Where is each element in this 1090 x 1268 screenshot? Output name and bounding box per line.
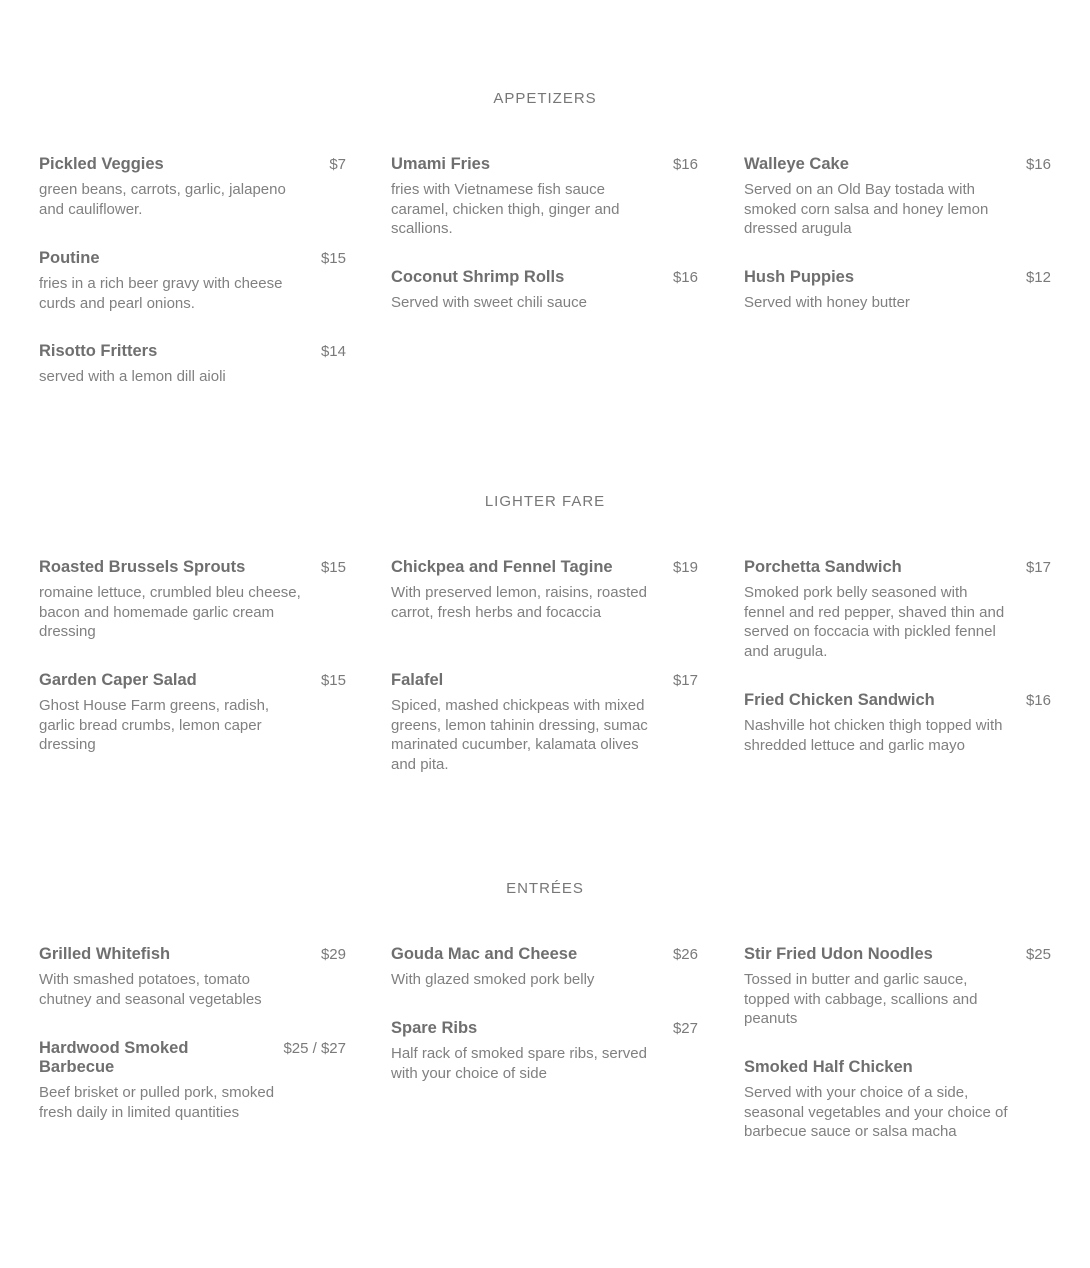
item-description: green beans, carrots, garlic, jalapeno and cauliflower. (39, 181, 286, 218)
item-description: Beef brisket or pulled pork, smoked fresh daily in limited quantities (39, 1084, 275, 1121)
item-name: Garden Caper Salad (39, 671, 197, 689)
item-description: With preserved lemon, raisins, roasted carrot, fresh herbs and focaccia (391, 584, 647, 621)
item-name: Gouda Mac and Cheese (391, 945, 578, 963)
section-title-appetizers: APPETIZERS (493, 90, 597, 107)
item-price: $25 (1025, 946, 1051, 963)
menu-item (744, 1058, 1051, 1142)
menu-item (391, 945, 698, 990)
item-price: $15 (320, 672, 346, 689)
item-price: $19 (672, 559, 698, 576)
menu-item (391, 155, 698, 239)
item-description: Smoked pork belly seasoned with fennel and red pepper, shaved thin and served on foccacia with pickled fennel and arugula. (744, 584, 1005, 660)
item-name: Pickled Veggies (39, 155, 164, 173)
item-price: $29 (320, 946, 346, 963)
menu-item (744, 945, 1051, 1029)
item-description: With smashed potatoes, tomato chutney and seasonal vegetables (39, 971, 262, 1008)
item-name: Fried Chicken Sandwich (744, 691, 935, 709)
menu-item (39, 1039, 346, 1122)
item-description: served with a lemon dill aioli (39, 368, 226, 385)
menu-item (39, 671, 346, 755)
menu-item (391, 558, 698, 622)
item-name: Risotto Fritters (39, 342, 158, 360)
item-price: $17 (1025, 559, 1051, 576)
item-name: Grilled Whitefish (39, 945, 171, 963)
menu-item (391, 268, 698, 313)
item-name: Hush Puppies (744, 268, 855, 286)
section-title-entrees: ENTRÉES (506, 880, 584, 897)
item-price: $25 / $27 (283, 1040, 346, 1057)
item-description: Spiced, mashed chickpeas with mixed greens, lemon tahinin dressing, sumac marinated cucumber, kalamata olives and pita. (391, 697, 648, 773)
menu-item (39, 249, 346, 313)
item-price: $27 (672, 1020, 698, 1037)
item-description: With glazed smoked pork belly (391, 971, 595, 988)
menu-item (744, 558, 1051, 661)
item-description: Served on an Old Bay tostada with smoked corn salsa and honey lemon dressed arugula (744, 181, 989, 238)
item-price: $26 (672, 946, 698, 963)
item-name: Walleye Cake (744, 155, 849, 173)
item-description: fries with Vietnamese fish sauce caramel, chicken thigh, ginger and scallions. (391, 181, 620, 238)
item-price: $16 (672, 269, 698, 286)
item-description: Tossed in butter and garlic sauce, topped with cabbage, scallions and peanuts (744, 971, 978, 1028)
item-description: fries in a rich beer gravy with cheese curds and pearl onions. (39, 275, 283, 312)
item-name: Porchetta Sandwich (744, 558, 902, 576)
item-description: Served with sweet chili sauce (391, 294, 587, 311)
item-price: $12 (1025, 269, 1051, 286)
item-name: Smoked Half Chicken (744, 1058, 913, 1076)
item-price: $16 (1025, 692, 1051, 709)
menu-item (744, 155, 1051, 239)
item-description: Served with your choice of a side, seasonal vegetables and your choice of barbecue sauce or salsa macha (744, 1084, 1008, 1141)
menu-item (391, 671, 698, 774)
item-price: $17 (672, 672, 698, 689)
item-name: Stir Fried Udon Noodles (744, 945, 933, 963)
menu-item (744, 268, 1051, 313)
menu-item (391, 1019, 698, 1083)
item-description: Nashville hot chicken thigh topped with shredded lettuce and garlic mayo (744, 717, 1003, 754)
item-price: $16 (1025, 156, 1051, 173)
item-price: $7 (329, 156, 346, 173)
item-name: Chickpea and Fennel Tagine (391, 558, 613, 576)
menu-item (744, 691, 1051, 755)
menu-item (39, 558, 346, 642)
menu-item (39, 342, 346, 387)
item-price: $14 (320, 343, 346, 360)
item-name: Roasted Brussels Sprouts (39, 558, 246, 576)
menu-item (39, 155, 346, 219)
item-name: Poutine (39, 249, 100, 267)
item-price: $15 (320, 250, 346, 267)
item-name: Falafel (391, 671, 444, 689)
item-price: $15 (320, 559, 346, 576)
item-description: romaine lettuce, crumbled bleu cheese, bacon and homemade garlic cream dressing (39, 584, 301, 641)
item-name: Spare Ribs (391, 1019, 478, 1037)
item-price: $16 (672, 156, 698, 173)
item-description: Served with honey butter (744, 294, 910, 311)
item-name: Coconut Shrimp Rolls (391, 268, 565, 286)
menu-item (39, 945, 346, 1009)
item-name: Hardwood Smoked Barbecue (39, 1039, 189, 1076)
item-name: Umami Fries (391, 155, 491, 173)
section-title-lighter-fare: LIGHTER FARE (484, 493, 606, 510)
item-description: Half rack of smoked spare ribs, served with your choice of side (391, 1045, 647, 1082)
item-description: Ghost House Farm greens, radish, garlic bread crumbs, lemon caper dressing (39, 697, 270, 754)
